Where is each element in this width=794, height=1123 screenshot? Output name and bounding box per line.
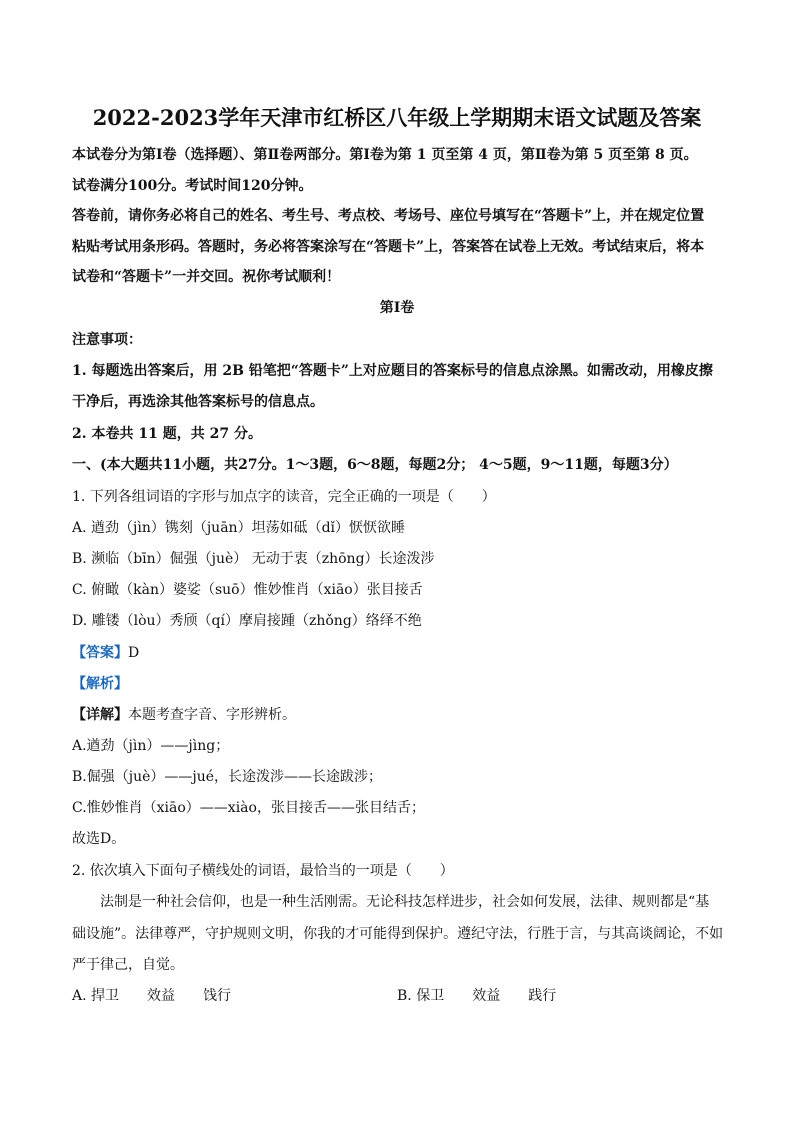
answer-tag: 【答案】 [72,645,128,661]
q1-option-c: C. 俯瞰（kàn）婆娑（suō）惟妙惟肖（xiāo）张目接舌 [72,582,423,598]
intro-line-1: 本试卷分为第Ⅰ卷（选择题）、第Ⅱ卷两部分。第Ⅰ卷为第 1 页至第 4 页，第Ⅱ卷为第 5 页至第 8 页。 [72,147,698,163]
q1-stem: 1. 下列各组词语的字形与加点字的读音，完全正确的一项是（ ） [72,489,496,505]
q1-detail-row [72,705,722,725]
part-one-heading: 一、(本大题共11小题，共27分。1～3题，6～8题，每题2分； 4～5题，9～11题，每题3分） [72,457,678,473]
detail-tag: 【详解】 [72,707,128,723]
q1-explain-c: C.惟妙惟肖（xiāo）——xiào，张目接舌——张目结舌； [72,800,425,816]
q1-option-b: B. 濒临（bīn）倔强（juè） 无动于衷（zhōng）长途泼涉 [72,551,435,567]
q1-answer-row [72,643,722,663]
detail-text: 本题考查字音、字形辨析。 [128,707,296,723]
notice-line-1: 1. 每题选出答案后，用 2B 铅笔把“答题卡”上对应题目的答案标号的信息点涂黑。如需改动，用橡皮擦 [72,363,713,379]
q2-stem: 2. 依次填入下面句子横线处的词语，最恰当的一项是（ ） [72,863,454,879]
intro-line-2: 试卷满分100分。考试时间120分钟。 [72,178,313,194]
q1-explain-b: B.倔强（juè）——jué，长途泼涉——长途跋涉； [72,769,383,785]
q1-analysis-row [72,674,722,694]
q1-conclusion: 故选D。 [72,831,126,847]
q2-passage-line-1: 法制是一种社会信仰，也是一种生活刚需。无论科技怎样进步，社会如何发展，法律、规则都是“基 [100,894,710,910]
intro-line-4: 粘贴考试用条形码。答题时，务必将答案涂写在“答题卡”上，答案答在试卷上无效。考试结束后，将本 [72,239,705,255]
document-title: 2022-2023学年天津市红桥区八年级上学期期末语文试题及答案 [92,105,702,130]
answer-value: D [128,645,140,661]
q2-passage-line-2: 础设施”。法律尊严，守护规则文明，你我的才可能得到保护。遵纪守法，行胜于言，与其高谈阔论，不如 [72,926,724,942]
q1-explain-a: A.遒劲（jìn）——jìng； [72,738,230,754]
analysis-tag: 【解析】 [72,676,128,692]
q2-option-b: B. 保卫 效益 践行 [397,988,557,1004]
q1-option-a: A. 遒劲（jìn）镌刻（juān）坦荡如砥（dǐ）恹恹欲睡 [72,520,406,536]
intro-line-5: 试卷和“答题卡”一并交回。祝你考试顺利！ [72,269,341,285]
notice-title: 注意事项： [72,332,142,348]
q2-passage-line-3: 严于律己，自觉。 [72,957,184,973]
q2-options-row [72,986,722,1006]
section-title: 第Ⅰ卷 [379,300,415,316]
notice-line-2: 干净后，再选涂其他答案标号的信息点。 [72,394,324,410]
q2-option-a: A. 捍卫 效益 饯行 [72,988,232,1004]
q1-option-d: D. 雕镂（lòu）秀颀（qí）摩肩接踵（zhǒng）络绎不绝 [72,613,422,629]
notice-line-3: 2. 本卷共 11 题，共 27 分。 [72,426,262,442]
intro-line-3: 答卷前，请你务必将自己的姓名、考生号、考点校、考场号、座位号填写在“答题卡”上，并在规定位置 [72,208,705,224]
